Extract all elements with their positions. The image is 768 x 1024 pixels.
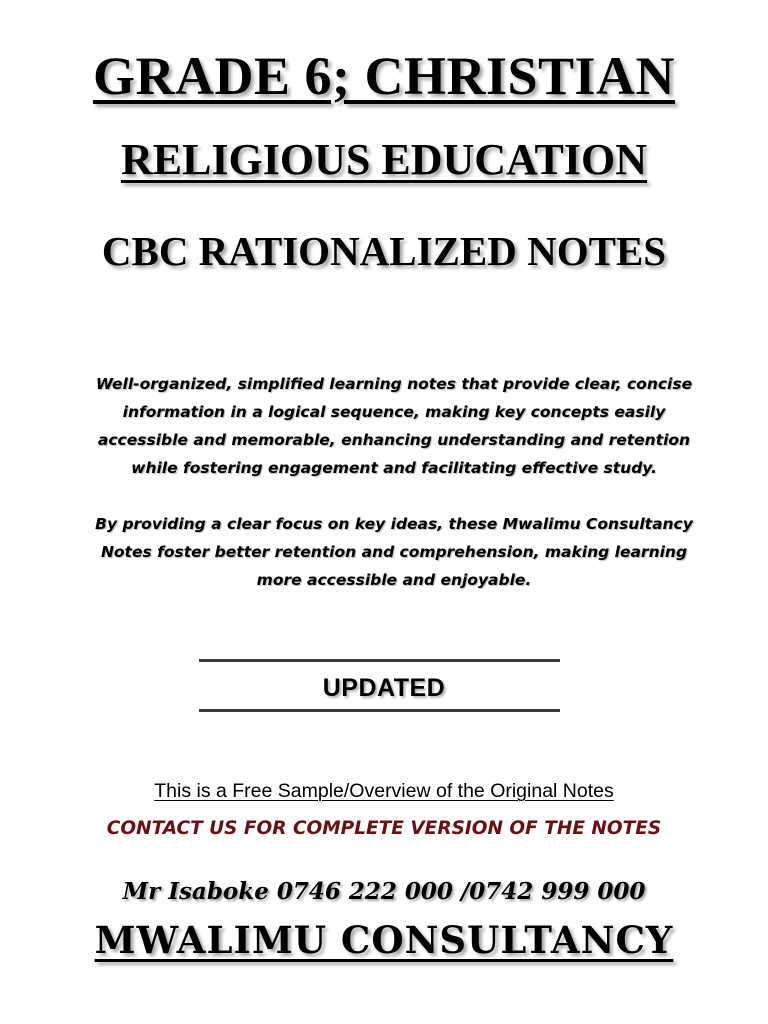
divider-bottom	[199, 709, 560, 712]
description-paragraph-1: Well-organized, simplified learning notes that provide clear, concise information in a logical sequence, making key concepts easily accessible and memorable, enhancing understanding and retention while fostering engagement and facilitating effective study.	[95, 375, 693, 477]
title-subject-continued: RELIGIOUS EDUCATION	[120, 135, 648, 184]
divider-top	[199, 659, 560, 662]
title-notes-type: CBC RATIONALIZED NOTES	[101, 228, 667, 274]
updated-label: UPDATED	[322, 674, 446, 702]
description-paragraph-2: By providing a clear focus on key ideas, these Mwalimu Consultancy Notes foster better retention and comprehension, making learning more accessible and enjoyable.	[95, 515, 693, 589]
title-grade-subject: GRADE 6; CHRISTIAN	[92, 46, 676, 106]
brand-name: MWALIMU CONSULTANCY	[94, 918, 674, 962]
contact-line: CONTACT US FOR COMPLETE VERSION OF THE NOTES	[106, 818, 662, 839]
free-sample-note: This is a Free Sample/Overview of the Original Notes	[154, 780, 614, 802]
contact-phone: Mr Isaboke 0746 222 000 /0742 999 000	[122, 878, 646, 905]
